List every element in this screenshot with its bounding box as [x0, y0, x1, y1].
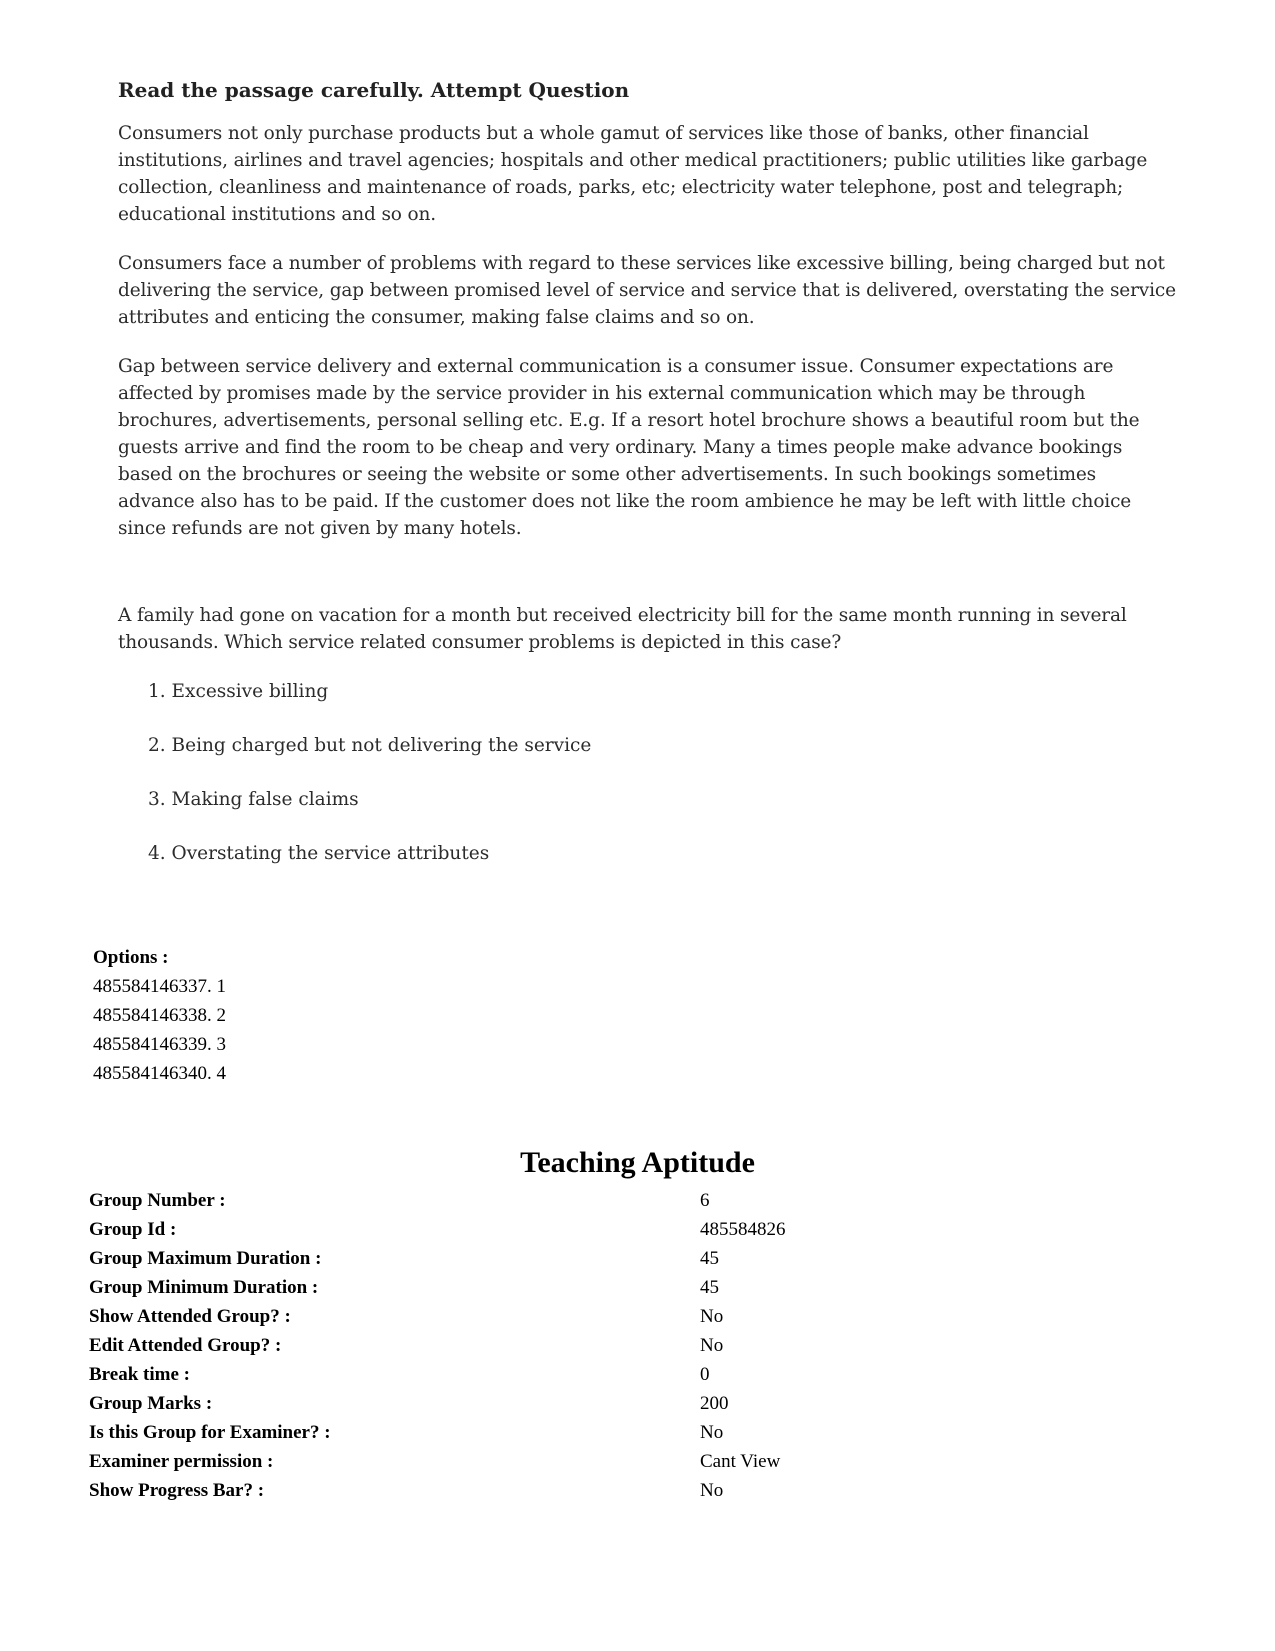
info-value: 0 [700, 1364, 710, 1385]
info-value: 200 [700, 1393, 729, 1414]
info-row [89, 1244, 1189, 1273]
passage-paragraph: Gap between service delivery and external communication is a consumer issue. Consumer expectations are affected by promises made by the service provider in his external communication which may be through brochures, advertisements, personal selling etc. E.g. If a resort hotel brochure shows a beautiful room but the guests arrive and find the room to be cheap and very ordinary. Many a times people make advance bookings based on the brochures or seeing the website or some other advertisements. In such bookings sometimes advance also has to be paid. If the customer does not like the room ambience he may be left with little choice since refunds are not given by many hotels. [118, 356, 1140, 539]
answer-choice: 2. Being charged but not delivering the service [148, 735, 592, 756]
question-image [118, 78, 1178, 894]
info-value: No [700, 1306, 724, 1327]
answer-choices [118, 678, 1178, 867]
info-row [89, 1418, 1189, 1447]
info-label: Group Marks : [89, 1393, 213, 1414]
info-value: No [700, 1335, 724, 1356]
options-title: Options : [93, 947, 169, 968]
info-row [89, 1360, 1189, 1389]
passage-heading: Read the passage carefully. Attempt Question [118, 78, 630, 102]
info-label: Edit Attended Group? : [89, 1335, 282, 1356]
info-row [89, 1215, 1189, 1244]
info-label: Group Id : [89, 1219, 177, 1240]
info-row [89, 1331, 1189, 1360]
info-label: Break time : [89, 1364, 190, 1385]
info-value: 485584826 [700, 1219, 786, 1240]
info-value: No [700, 1422, 724, 1443]
info-label: Show Attended Group? : [89, 1306, 291, 1327]
info-label: Group Maximum Duration : [89, 1248, 322, 1269]
info-row [89, 1186, 1189, 1215]
section-title: Teaching Aptitude [520, 1146, 755, 1179]
info-value: 6 [700, 1190, 710, 1211]
answer-choice: 3. Making false claims [148, 789, 359, 810]
info-row [89, 1273, 1189, 1302]
info-label: Group Minimum Duration : [89, 1277, 319, 1298]
info-label: Show Progress Bar? : [89, 1480, 265, 1501]
info-label: Group Number : [89, 1190, 226, 1211]
passage-paragraph: Consumers not only purchase products but a whole gamut of services like those of banks, other financial institutions, airlines and travel agencies; hospitals and other medical practitioners; public utilities like garbage collection, cleanliness and maintenance of roads, parks, etc; electricity water telephone, post and telegraph; educational institutions and so on. [118, 123, 1148, 225]
info-label: Is this Group for Examiner? : [89, 1422, 331, 1443]
info-row [89, 1389, 1189, 1418]
question-text: A family had gone on vacation for a month but received electricity bill for the same month running in several thousands. Which service related consumer problems is depicted in this case? [118, 605, 1127, 653]
answer-choice: 1. Excessive billing [148, 681, 329, 702]
answer-choice: 4. Overstating the service attributes [148, 843, 490, 864]
info-value: 45 [700, 1248, 719, 1269]
option-item: 485584146337. 1 [93, 976, 226, 997]
info-row [89, 1476, 1189, 1505]
info-label: Examiner permission : [89, 1451, 274, 1472]
info-value: No [700, 1480, 724, 1501]
group-info-table [89, 1186, 1189, 1505]
option-item: 485584146340. 4 [93, 1063, 226, 1084]
info-value: Cant View [700, 1451, 781, 1472]
info-row [89, 1447, 1189, 1476]
passage-paragraph: Consumers face a number of problems with regard to these services like excessive billing, being charged but not delivering the service, gap between promised level of service and service that is delivered, overstating the service attributes and enticing the consumer, making false claims and so on. [118, 253, 1176, 328]
options-list [93, 943, 226, 1088]
option-item: 485584146339. 3 [93, 1034, 226, 1055]
option-item: 485584146338. 2 [93, 1005, 226, 1026]
info-row [89, 1302, 1189, 1331]
info-value: 45 [700, 1277, 719, 1298]
